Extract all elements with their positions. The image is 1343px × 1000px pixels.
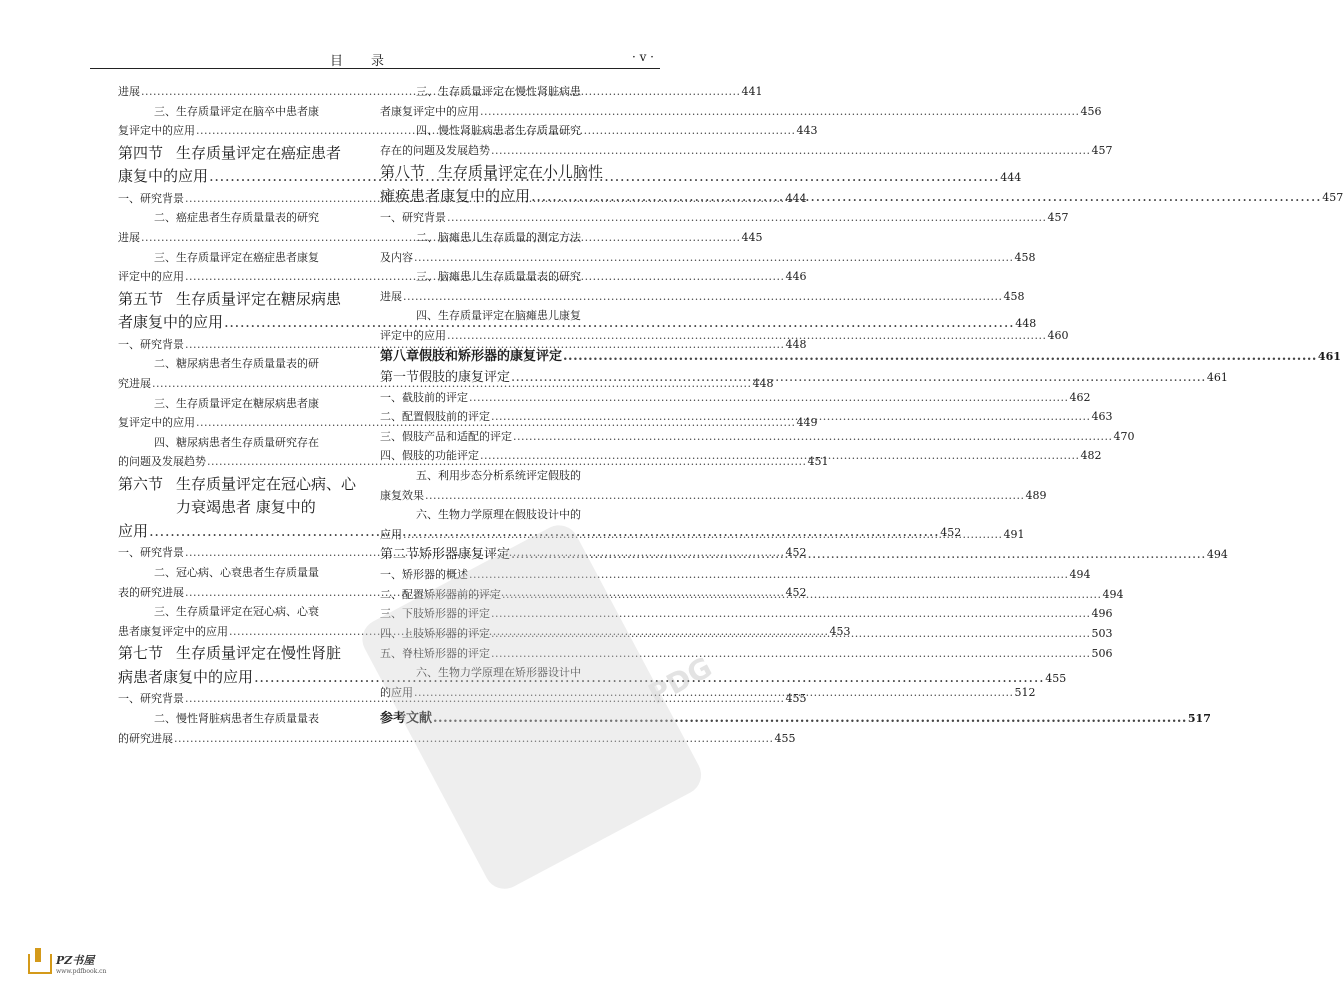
- toc-entry-title: 复评定中的应用: [118, 124, 195, 138]
- toc-entry-title: 研究背景: [402, 211, 446, 225]
- toc-entry-title: 的研究进展: [118, 731, 173, 745]
- leader-dots: [511, 367, 1206, 388]
- toc-entry-number: 三、: [154, 250, 176, 264]
- toc-entry-title: 研究背景: [140, 337, 184, 351]
- toc-entry-title: 癌症患者生存质量量表的研究: [176, 211, 319, 225]
- footer-logo: [28, 952, 106, 975]
- toc-entry: [118, 497, 358, 519]
- toc-entry-title: 假肢和矫形器的康复评定: [419, 348, 563, 364]
- toc-page-number: 457: [1047, 211, 1069, 225]
- toc-entry: [380, 565, 1091, 585]
- toc-entry-number: 四、: [380, 449, 402, 463]
- toc-entry: [380, 162, 640, 184]
- toc-entry-number: 二、: [154, 566, 176, 579]
- leader-dots: [469, 565, 1069, 585]
- toc-page-number: 443: [796, 124, 818, 138]
- toc-entry-title: 研究背景: [140, 191, 184, 205]
- logo-url: www.pdfbook.cn: [56, 968, 107, 975]
- toc-entry-number: 第二节: [380, 547, 420, 563]
- toc-page-number: 517: [1187, 712, 1211, 726]
- toc-page-number: 461: [1206, 370, 1228, 384]
- toc-entry: [380, 248, 1036, 268]
- toc-page-number: 456: [1080, 104, 1102, 118]
- leader-dots: [403, 525, 1003, 545]
- toc-entry-title: 假肢的功能评定: [402, 449, 479, 463]
- toc-entry-number: 二、: [380, 587, 402, 601]
- toc-entry-title: 慢性肾脏病患者生存质量研究: [438, 124, 581, 138]
- toc-entry-title: 应用: [380, 527, 402, 541]
- leader-dots: [425, 486, 1025, 506]
- toc-entry-title: 生存质量评定在癌症患者康复: [176, 250, 319, 264]
- toc-entry-title: 矫形器康复评定: [419, 547, 511, 563]
- toc-entry-number: 第八节: [380, 163, 426, 182]
- header-rule: [90, 68, 660, 69]
- toc-entry-title: 的应用: [380, 685, 413, 699]
- toc-entry: [118, 394, 358, 414]
- toc-entry-title: 生存质量评定在冠心病、心: [176, 474, 357, 493]
- toc-entry-number: 第七节: [118, 644, 164, 663]
- header-title: [330, 50, 412, 69]
- toc-entry: [380, 663, 640, 683]
- leader-dots: [491, 604, 1091, 624]
- toc-entry-title: 存在的问题及发展趋势: [380, 143, 490, 157]
- leader-dots: [174, 729, 774, 749]
- toc-entry: [118, 729, 796, 749]
- toc-page-number: 455: [785, 692, 807, 706]
- toc-entry-number: 六、: [416, 508, 438, 522]
- toc-entry-number: 二、: [154, 211, 176, 225]
- toc-entry-number: 四、: [416, 309, 438, 323]
- toc-entry-title: 截肢前的评定: [402, 390, 468, 404]
- toc-entry-number: 三、: [154, 104, 176, 118]
- toc-entry-title: 生存质量评定在脑卒中患者康: [176, 104, 319, 118]
- toc-entry-title: 的问题及发展趋势: [118, 455, 206, 469]
- toc-entry-number: 三、: [416, 85, 438, 98]
- toc-page-number: 460: [1047, 328, 1069, 342]
- toc-entry-title: 糖尿病患者生存质量研究存在: [176, 435, 319, 449]
- toc-entry-number: 二、: [154, 711, 176, 725]
- toc-page-number: 506: [1091, 646, 1113, 660]
- book-icon: [28, 954, 52, 974]
- toc-entry-title: 生物力学原理在假肢设计中的: [438, 508, 581, 522]
- toc-page-number: 461: [1317, 349, 1341, 363]
- toc-entry: [380, 121, 640, 141]
- toc-entry: [118, 102, 358, 122]
- toc-entry-title: 生存质量评定在糖尿病患者康: [176, 396, 319, 410]
- leader-dots: [563, 346, 1317, 367]
- toc-entry: [380, 228, 640, 248]
- toc-entry-title: 生物力学原理在矫形器设计中: [438, 666, 581, 680]
- leader-dots: [491, 644, 1091, 664]
- toc-entry-number: 二、: [154, 357, 176, 371]
- toc-page-number: 448: [752, 376, 774, 390]
- toc-entry-number: 一、: [380, 390, 402, 404]
- toc-entry: [380, 644, 1113, 664]
- toc-entry-title: 及内容: [380, 250, 413, 264]
- toc-entry-title: 利用步态分析系统评定假肢的: [438, 468, 581, 482]
- toc-entry-number: 三、: [416, 270, 438, 284]
- toc-page-number: 458: [1014, 250, 1036, 264]
- toc-page-number: 482: [1080, 449, 1102, 463]
- toc-entry-title: 生存质量评定在慢性肾脏: [176, 644, 342, 663]
- leader-dots: [513, 427, 1113, 447]
- toc-entry: [380, 306, 640, 326]
- leader-dots: [511, 544, 1206, 565]
- toc-entry: [118, 208, 358, 228]
- toc-entry: [380, 427, 1135, 447]
- toc-entry-title: 脑瘫患儿生存质量的测定方法: [438, 230, 581, 244]
- toc-entry-title: 配置假肢前的评定: [402, 410, 490, 424]
- toc-entry: [118, 433, 358, 453]
- toc-page-number: 446: [785, 270, 807, 284]
- toc-page-number: 458: [1003, 289, 1025, 303]
- header-page-number: · v ·: [631, 50, 654, 64]
- toc-entry-title: 研究背景: [140, 692, 184, 706]
- toc-entry-title: 上肢矫形器的评定: [402, 627, 490, 641]
- toc-entry-title: 下肢矫形器的评定: [402, 607, 490, 621]
- leader-dots: [403, 287, 1003, 307]
- toc-page-number: 451: [807, 455, 829, 469]
- logo-name: PZ书屋: [56, 954, 95, 967]
- toc-entry-title: 糖尿病患者生存质量量表的研: [176, 357, 319, 371]
- leader-dots: [480, 102, 1080, 122]
- toc-entry-number: 三、: [380, 607, 402, 621]
- leader-dots: [447, 208, 1047, 228]
- leader-dots: [414, 683, 1014, 703]
- toc-entry-title: 究进展: [118, 376, 151, 390]
- toc-page-number: 452: [940, 525, 962, 539]
- toc-entry: [118, 709, 358, 729]
- toc-entry: [380, 102, 1102, 122]
- toc-entry-number: 一、: [118, 191, 140, 205]
- toc-entry: [118, 289, 358, 311]
- toc-page-number: 452: [785, 546, 807, 560]
- toc-page-number: 448: [1015, 317, 1037, 331]
- toc-entry-title: 生存质量评定在糖尿病患: [176, 289, 342, 308]
- toc-entry-number: 三、: [380, 429, 402, 443]
- toc-page-number: 494: [1102, 587, 1124, 601]
- toc-entry-number: 一、: [380, 568, 402, 582]
- toc-entry: [118, 143, 358, 165]
- leader-dots: [447, 326, 1047, 346]
- toc-entry-number: 一、: [118, 692, 140, 706]
- leader-dots: [414, 248, 1014, 268]
- toc-page-number: 452: [785, 585, 807, 599]
- toc-entry-title: 进展: [380, 289, 402, 303]
- leader-dots: [491, 407, 1091, 427]
- toc-entry-number: 一、: [118, 337, 140, 351]
- toc-entry-title: 评定中的应用: [380, 328, 446, 342]
- toc-entry-title: 康复中的应用: [118, 167, 209, 186]
- toc-entry-number: 三、: [154, 605, 176, 619]
- toc-entry-title: 配置矫形器前的评定: [402, 587, 501, 601]
- toc-page-number: 494: [1069, 568, 1091, 582]
- toc-entry: [380, 208, 1069, 228]
- toc-entry-title: 力衰竭患者 康复中的: [176, 498, 316, 517]
- toc-entry-title: 复评定中的应用: [118, 416, 195, 430]
- toc-entry-title: 者康复评定中的应用: [380, 104, 479, 118]
- toc-entry-number: 第五节: [118, 289, 164, 308]
- leader-dots: [502, 585, 1102, 605]
- toc-entry: [118, 248, 358, 268]
- header-title-char-1: 目: [330, 54, 344, 69]
- leader-dots: [491, 141, 1091, 161]
- toc-page-number: 444: [1000, 171, 1022, 185]
- toc-page-number: 444: [785, 191, 807, 205]
- toc-page-number: 494: [1206, 548, 1228, 562]
- toc-entry: [380, 287, 1025, 307]
- toc-entry-title: 应用: [118, 521, 149, 540]
- toc-entry: [118, 563, 358, 583]
- toc-page-number: 457: [1091, 143, 1113, 157]
- toc-entry: [118, 354, 358, 374]
- toc-entry-title: 生存质量评定在癌症患者: [176, 143, 342, 162]
- toc-entry-number: 四、: [416, 124, 438, 138]
- toc-entry: [380, 82, 640, 102]
- toc-entry: [380, 346, 1341, 367]
- toc-entry-title: 矫形器的概述: [402, 568, 468, 582]
- toc-entry: [118, 521, 962, 544]
- toc-entry-number: 第八章: [380, 348, 420, 364]
- toc-entry-title: 康复效果: [380, 488, 424, 502]
- toc-entry: [380, 604, 1113, 624]
- toc-entry-title: 生存质量评定在脑瘫患儿康复: [438, 309, 581, 323]
- toc-entry-title: 慢性肾脏病患者生存质量量表: [176, 711, 319, 725]
- toc-entry-number: 一、: [118, 546, 140, 560]
- toc-entry-title: 者康复中的应用: [118, 313, 224, 332]
- watermark-text: PDG: [642, 650, 718, 712]
- toc-page-number: 449: [796, 416, 818, 430]
- leader-dots: [433, 708, 1187, 729]
- page-header: [90, 50, 660, 68]
- toc-entry: [380, 505, 640, 525]
- toc-page-number: 470: [1113, 429, 1135, 443]
- toc-entry-title: 瘫痪患者康复中的应用: [380, 186, 531, 205]
- leader-dots: [469, 388, 1069, 408]
- toc-entry: [118, 643, 358, 665]
- leader-dots: [480, 446, 1080, 466]
- toc-page-number: 453: [829, 624, 851, 638]
- toc-entry-number: 四、: [380, 627, 402, 641]
- toc-page-number: 496: [1091, 607, 1113, 621]
- toc-entry: [380, 388, 1091, 408]
- toc-entry-title: 生存质量评定在冠心病、心衰: [176, 605, 319, 619]
- toc-page-number: 491: [1003, 527, 1025, 541]
- toc-entry: [118, 474, 358, 496]
- leader-dots: [491, 624, 1091, 644]
- toc-entry: [380, 466, 640, 486]
- toc-entry-title: 病患者康复中的应用: [118, 667, 254, 686]
- toc-entry: [380, 267, 640, 287]
- toc-page-number: 462: [1069, 390, 1091, 404]
- toc-entry-number: 第一节: [380, 369, 420, 385]
- toc-entry-number: 四、: [154, 435, 176, 449]
- toc-page-number: 445: [741, 230, 763, 244]
- toc-page-number: 489: [1025, 488, 1047, 502]
- toc-page-number: 512: [1014, 685, 1036, 699]
- toc-entry-number: 一、: [380, 211, 402, 225]
- toc-entry-title: 进展: [118, 85, 140, 98]
- toc-entry-number: 第六节: [118, 474, 164, 493]
- toc-page-number: 455: [1045, 671, 1067, 685]
- toc-entry-title: 脑瘫患儿生存质量量表的研究: [438, 270, 581, 284]
- toc-entry-title: 进展: [118, 230, 140, 244]
- toc-page-number: 441: [741, 85, 763, 98]
- toc-page-number: 448: [785, 337, 807, 351]
- toc-page-number: 455: [774, 731, 796, 745]
- toc-entry-title: 表的研究进展: [118, 585, 184, 599]
- toc-entry: [118, 602, 358, 622]
- toc-entry-number: 二、: [416, 230, 438, 244]
- toc-entry-number: 五、: [380, 646, 402, 660]
- header-title-char-2: 录: [371, 54, 385, 69]
- toc-entry-title: 生存质量评定在慢性肾脏病患: [438, 85, 581, 98]
- toc-page-number: 463: [1091, 410, 1113, 424]
- toc-entry-title: 冠心病、心衰患者生存质量量: [176, 566, 319, 579]
- toc-entry-number: 五、: [416, 468, 438, 482]
- toc-page-number: 457: [1322, 190, 1343, 204]
- toc-entry: [380, 708, 1211, 729]
- toc-entry-title: 参考文献: [380, 711, 433, 727]
- toc-entry-number: 第四节: [118, 143, 164, 162]
- toc-entry-number: 二、: [380, 410, 402, 424]
- toc-entry-title: 研究背景: [140, 546, 184, 560]
- toc-entry: [380, 141, 1113, 161]
- toc-entry-number: 三、: [154, 396, 176, 410]
- toc-page-number: 503: [1091, 627, 1113, 641]
- toc-entry-title: 假肢的康复评定: [419, 369, 511, 385]
- toc-entry: [380, 486, 1047, 506]
- toc-entry-title: 患者康复评定中的应用: [118, 624, 228, 638]
- leader-dots: [531, 186, 1321, 208]
- toc-entry-title: 评定中的应用: [118, 270, 184, 284]
- toc-entry-number: 六、: [416, 666, 438, 680]
- toc-entry-title: 脊柱矫形器的评定: [402, 646, 490, 660]
- toc-entry-title: 假肢产品和适配的评定: [402, 429, 512, 443]
- toc-entry-title: 生存质量评定在小儿脑性: [438, 163, 604, 182]
